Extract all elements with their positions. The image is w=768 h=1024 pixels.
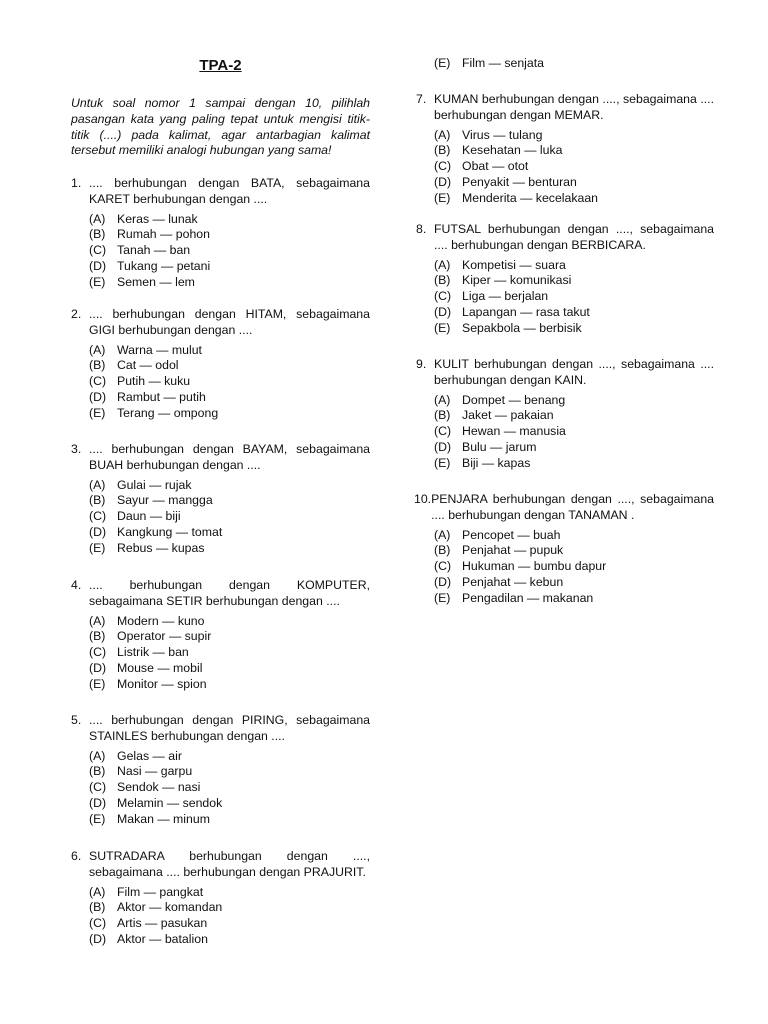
- option-text: Bulu — jarum: [462, 439, 537, 454]
- question-4: [71, 578, 370, 693]
- question-number: 6.: [71, 849, 82, 863]
- option-text: Biji — kapas: [462, 455, 531, 470]
- option-text: Jaket — pakaian: [462, 408, 554, 423]
- option-text: Kesehatan — luka: [462, 143, 563, 158]
- option-text: Menderita — kecelakaan: [462, 190, 599, 205]
- option-b[interactable]: [89, 493, 370, 509]
- option-b[interactable]: [434, 273, 714, 289]
- option-a[interactable]: [89, 343, 370, 359]
- question-number: 4.: [71, 578, 82, 592]
- option-e[interactable]: [434, 591, 714, 607]
- option-d[interactable]: [89, 661, 370, 677]
- question-6: [71, 849, 370, 948]
- option-text: Daun — biji: [117, 509, 181, 524]
- option-d[interactable]: [89, 259, 370, 275]
- question-text: .... berhubungan dengan BAYAM, sebagaimana BUAH berhubungan dengan ....: [89, 442, 370, 472]
- option-text: Operator — supir: [117, 629, 212, 644]
- option-text: Hukuman — bumbu dapur: [462, 559, 607, 574]
- question-number: 9.: [416, 357, 427, 371]
- option-letter: (C): [89, 509, 107, 524]
- option-letter: (B): [434, 273, 451, 288]
- option-c[interactable]: [89, 374, 370, 390]
- question-number: 10.: [414, 492, 432, 506]
- option-a[interactable]: [89, 614, 370, 630]
- option-letter: (B): [89, 358, 106, 373]
- option-text: Tanah — ban: [117, 243, 191, 258]
- option-text: Warna — mulut: [117, 342, 202, 357]
- question-text: KUMAN berhubungan dengan ...., sebagaimana .... berhubungan dengan MEMAR.: [434, 92, 714, 122]
- option-text: Aktor — batalion: [117, 931, 208, 946]
- option-c[interactable]: [89, 780, 370, 796]
- option-text: Penjahat — kebun: [462, 574, 564, 589]
- option-e[interactable]: [434, 56, 544, 72]
- option-a[interactable]: [89, 212, 370, 228]
- question-number: 3.: [71, 442, 82, 456]
- option-text: Melamin — sendok: [117, 795, 223, 810]
- option-text: Penyakit — benturan: [462, 174, 577, 189]
- option-text: Lapangan — rasa takut: [462, 304, 590, 319]
- option-letter: (C): [89, 374, 107, 389]
- option-text: Kiper — komunikasi: [462, 273, 572, 288]
- option-list: [89, 749, 370, 828]
- option-letter: (E): [434, 320, 451, 335]
- option-text: Terang — ompong: [117, 405, 219, 420]
- question-2: [71, 307, 370, 422]
- option-c[interactable]: [89, 509, 370, 525]
- option-a[interactable]: [434, 393, 714, 409]
- option-b[interactable]: [434, 408, 714, 424]
- option-list: [89, 614, 370, 693]
- option-text: Pencopet — buah: [462, 527, 561, 542]
- option-a[interactable]: [89, 885, 370, 901]
- option-letter: (B): [89, 900, 106, 915]
- option-letter: (A): [89, 613, 106, 628]
- option-a[interactable]: [434, 128, 714, 144]
- option-text: Semen — lem: [117, 274, 195, 289]
- question-text: KULIT berhubungan dengan ...., sebagaimana .... berhubungan dengan KAIN.: [434, 357, 714, 387]
- option-text: Hewan — manusia: [462, 424, 566, 439]
- question-number: 1.: [71, 176, 82, 190]
- option-letter: (C): [89, 916, 107, 931]
- option-letter: (C): [89, 780, 107, 795]
- option-letter: (E): [434, 455, 451, 470]
- option-b[interactable]: [434, 543, 714, 559]
- option-list: [434, 393, 714, 472]
- option-letter: (E): [434, 190, 451, 205]
- option-letter: (D): [434, 439, 452, 454]
- option-text: Aktor — komandan: [117, 900, 223, 915]
- option-text: Makan — minum: [117, 811, 210, 826]
- option-text: Kangkung — tomat: [117, 524, 223, 539]
- option-e[interactable]: [89, 541, 370, 557]
- option-text: Putih — kuku: [117, 374, 191, 389]
- option-letter: (D): [434, 304, 452, 319]
- page-title: TPA-2: [199, 57, 242, 74]
- option-b[interactable]: [89, 764, 370, 780]
- option-text: Film — senjata: [462, 56, 545, 70]
- option-text: Obat — otot: [462, 159, 529, 174]
- option-letter: (E): [89, 274, 106, 289]
- question-7: [416, 92, 714, 207]
- option-b[interactable]: [89, 900, 370, 916]
- option-letter: (A): [89, 477, 106, 492]
- question-text: SUTRADARA berhubungan dengan ...., sebagaimana .... berhubungan dengan PRAJURIT.: [89, 849, 370, 879]
- option-text: Pengadilan — makanan: [462, 590, 594, 605]
- question-text: .... berhubungan dengan KOMPUTER, sebagaimana SETIR berhubungan dengan ....: [89, 578, 370, 608]
- question-text: .... berhubungan dengan HITAM, sebagaimana GIGI berhubungan dengan ....: [89, 307, 370, 337]
- option-text: Rumah — pohon: [117, 227, 210, 242]
- option-b[interactable]: [89, 227, 370, 243]
- option-letter: (E): [434, 590, 451, 605]
- option-letter: (C): [434, 424, 452, 439]
- option-text: Sendok — nasi: [117, 780, 201, 795]
- option-c[interactable]: [89, 243, 370, 259]
- option-letter: (A): [89, 211, 106, 226]
- option-letter: (D): [89, 258, 107, 273]
- option-c[interactable]: [434, 559, 714, 575]
- option-b[interactable]: [89, 629, 370, 645]
- option-a[interactable]: [434, 528, 714, 544]
- option-text: Cat — odol: [117, 358, 179, 373]
- question-3: [71, 442, 370, 557]
- question-number: 7.: [416, 92, 427, 106]
- option-text: Artis — pasukan: [117, 916, 208, 931]
- option-letter: (B): [89, 629, 106, 644]
- option-list: [434, 528, 714, 607]
- option-e[interactable]: [89, 677, 370, 693]
- option-a[interactable]: [434, 258, 714, 274]
- option-letter: (B): [89, 227, 106, 242]
- option-text: Rambut — putih: [117, 389, 206, 404]
- option-text: Liga — berjalan: [462, 289, 549, 304]
- option-text: Virus — tulang: [462, 127, 543, 142]
- option-text: Kompetisi — suara: [462, 257, 566, 272]
- option-d[interactable]: [89, 796, 370, 812]
- option-text: Modern — kuno: [117, 613, 205, 628]
- option-letter: (E): [89, 540, 106, 555]
- option-letter: (E): [89, 676, 106, 691]
- question-text: FUTSAL berhubungan dengan ...., sebagaimana .... berhubungan dengan BERBICARA.: [434, 222, 714, 252]
- option-b[interactable]: [89, 358, 370, 374]
- question-1: [71, 176, 370, 291]
- option-text: Rebus — kupas: [117, 540, 205, 555]
- question-text: PENJARA berhubungan dengan ...., sebagaimana .... berhubungan dengan TANAMAN .: [431, 492, 714, 522]
- option-c[interactable]: [434, 159, 714, 175]
- option-letter: (D): [89, 389, 107, 404]
- option-text: Listrik — ban: [117, 645, 189, 660]
- option-e[interactable]: [89, 406, 370, 422]
- option-e[interactable]: [89, 812, 370, 828]
- option-text: Film — pangkat: [117, 884, 204, 899]
- option-text: Monitor — spion: [117, 676, 207, 691]
- question-number: 8.: [416, 222, 427, 236]
- option-letter: (E): [89, 405, 106, 420]
- option-d[interactable]: [434, 175, 714, 191]
- option-letter: (A): [434, 257, 451, 272]
- option-letter: (C): [434, 159, 452, 174]
- question-5: [71, 713, 370, 828]
- option-e[interactable]: [434, 191, 714, 207]
- option-letter: (D): [434, 574, 452, 589]
- option-letter: (D): [89, 931, 107, 946]
- option-letter: (B): [434, 143, 451, 158]
- option-letter: (A): [434, 392, 451, 407]
- option-letter: (A): [89, 748, 106, 763]
- option-c[interactable]: [434, 289, 714, 305]
- option-c[interactable]: [434, 424, 714, 440]
- option-text: Sayur — mangga: [117, 493, 213, 508]
- option-list: [89, 478, 370, 557]
- option-a[interactable]: [89, 478, 370, 494]
- option-letter: (D): [89, 795, 107, 810]
- option-d[interactable]: [89, 525, 370, 541]
- option-letter: (A): [434, 527, 451, 542]
- option-text: Dompet — benang: [462, 392, 566, 407]
- option-list: [434, 128, 714, 207]
- option-b[interactable]: [434, 143, 714, 159]
- question-8: [416, 222, 714, 337]
- instructions: Untuk soal nomor 1 sampai dengan 10, pilihlah pasangan kata yang paling tepat untuk mengisi titik-titik (....) pada kalimat, agar antarbagian kalimat tersebut memiliki analogi hubungan yang sama!: [71, 96, 370, 158]
- option-text: Nasi — garpu: [117, 764, 193, 779]
- option-letter: (A): [434, 127, 451, 142]
- option-d[interactable]: [434, 440, 714, 456]
- option-d[interactable]: [89, 390, 370, 406]
- option-text: Penjahat — pupuk: [462, 543, 564, 558]
- option-text: Sepakbola — berbisik: [462, 320, 582, 335]
- option-a[interactable]: [89, 749, 370, 765]
- option-letter: (B): [434, 408, 451, 423]
- option-letter: (C): [89, 645, 107, 660]
- option-list: [434, 258, 714, 337]
- option-text: Mouse — mobil: [117, 660, 203, 675]
- question-text: .... berhubungan dengan PIRING, sebagaimana STAINLES berhubungan dengan ....: [89, 713, 370, 743]
- question-9: [416, 357, 714, 472]
- option-letter: (C): [434, 559, 452, 574]
- option-c[interactable]: [89, 916, 370, 932]
- option-letter: (A): [89, 884, 106, 899]
- option-text: Keras — lunak: [117, 211, 198, 226]
- question-number: 2.: [71, 307, 82, 321]
- option-letter: (E): [89, 811, 106, 826]
- option-d[interactable]: [89, 932, 370, 948]
- option-letter: (C): [89, 243, 107, 258]
- question-10: [414, 492, 714, 607]
- option-text: Tukang — petani: [117, 258, 211, 273]
- option-e[interactable]: [434, 456, 714, 472]
- question-text: .... berhubungan dengan BATA, sebagaimana KARET berhubungan dengan ....: [89, 176, 370, 206]
- option-d[interactable]: [434, 305, 714, 321]
- option-letter: (E): [434, 56, 451, 70]
- option-letter: (A): [89, 342, 106, 357]
- option-list: [89, 885, 370, 948]
- option-letter: (D): [89, 660, 107, 675]
- option-letter: (D): [434, 174, 452, 189]
- option-letter: (B): [89, 493, 106, 508]
- option-list: [89, 343, 370, 422]
- option-list: [89, 212, 370, 291]
- option-text: Gelas — air: [117, 748, 182, 763]
- question-number: 5.: [71, 713, 82, 727]
- option-c[interactable]: [89, 645, 370, 661]
- option-d[interactable]: [434, 575, 714, 591]
- option-letter: (C): [434, 289, 452, 304]
- option-text: Gulai — rujak: [117, 477, 192, 492]
- option-letter: (B): [434, 543, 451, 558]
- option-e[interactable]: [434, 321, 714, 337]
- option-e[interactable]: [89, 275, 370, 291]
- option-letter: (D): [89, 524, 107, 539]
- option-letter: (B): [89, 764, 106, 779]
